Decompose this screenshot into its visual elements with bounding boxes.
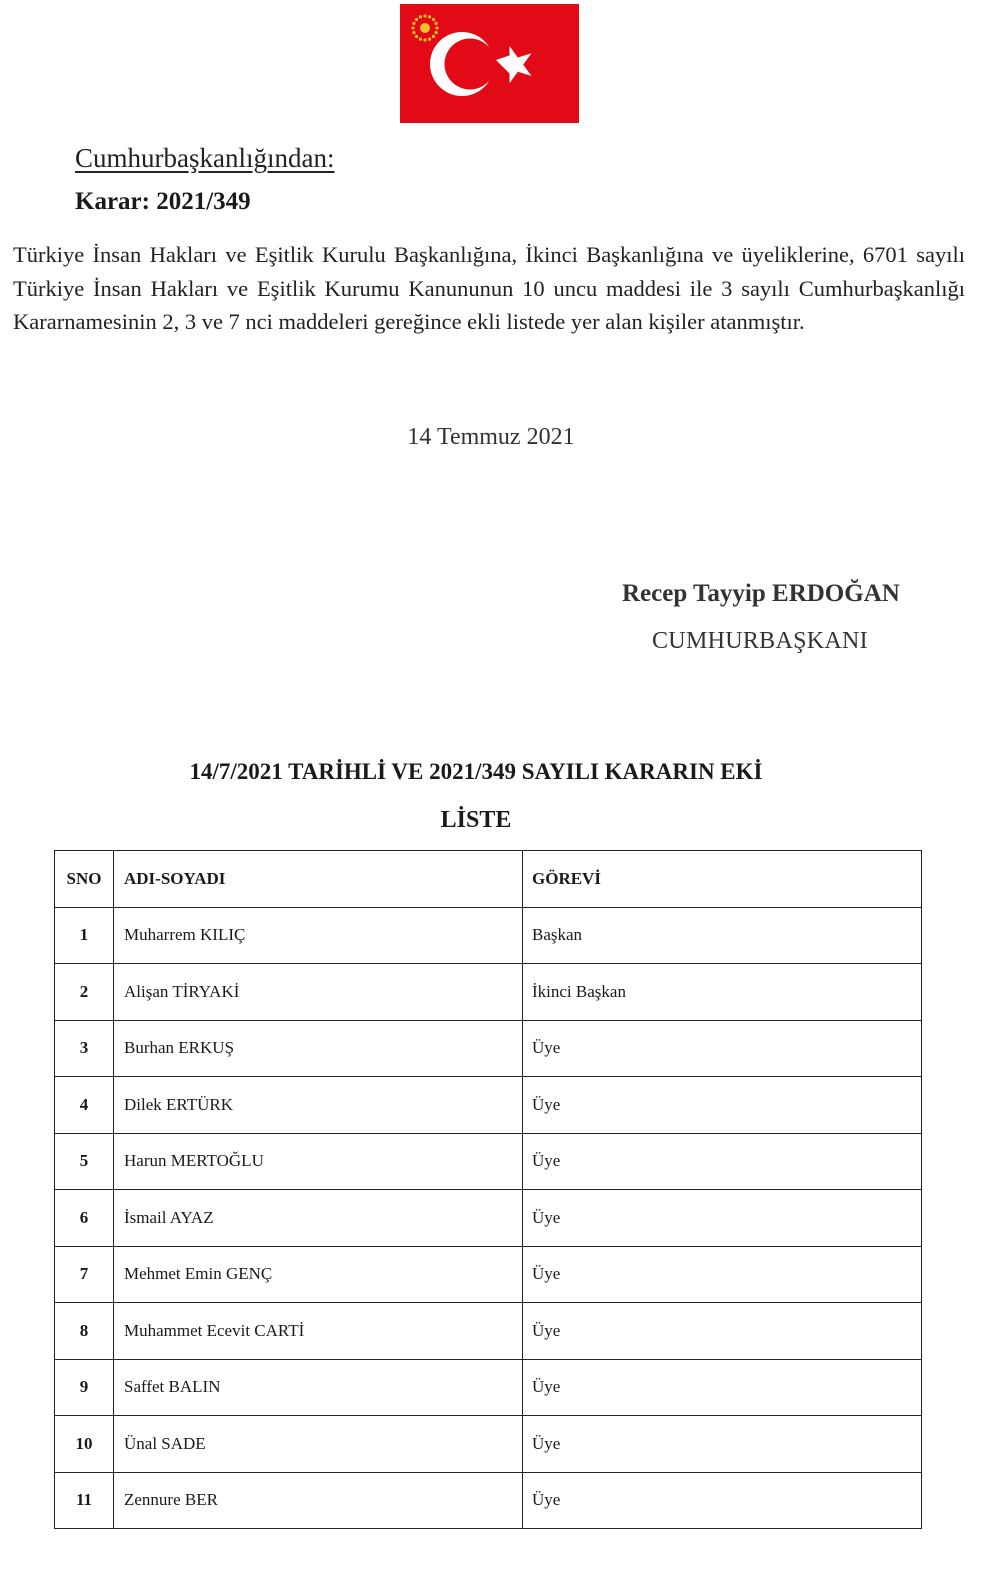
table-row [55, 964, 922, 1021]
row-sno: 3 [55, 1020, 114, 1077]
row-sno: 6 [55, 1190, 114, 1247]
row-role: Üye [523, 1246, 922, 1303]
table-row [55, 1190, 922, 1247]
seal-star-dot [428, 37, 431, 40]
appointee-table [54, 850, 922, 1529]
row-sno: 5 [55, 1133, 114, 1190]
row-name: Saffet BALIN [114, 1359, 523, 1416]
row-name: Zennure BER [114, 1472, 523, 1529]
decision-date: 14 Temmuz 2021 [407, 424, 575, 450]
table-row [55, 1303, 922, 1360]
table-row [55, 1472, 922, 1529]
seal-star-dot [423, 14, 426, 17]
row-name: İsmail AYAZ [114, 1190, 523, 1247]
table-row [55, 907, 922, 964]
seal-star-dot [435, 26, 438, 29]
row-sno: 7 [55, 1246, 114, 1303]
row-sno: 9 [55, 1359, 114, 1416]
seal-star-dot [428, 15, 431, 18]
table-row [55, 1359, 922, 1416]
row-name: Ünal SADE [114, 1416, 523, 1473]
row-role: Üye [523, 1359, 922, 1416]
row-sno: 4 [55, 1077, 114, 1134]
row-sno: 11 [55, 1472, 114, 1529]
table-row [55, 1416, 922, 1473]
row-sno: 10 [55, 1416, 114, 1473]
row-role: Üye [523, 1303, 922, 1360]
seal-star-dot [432, 18, 435, 21]
seal-star-dot [415, 35, 418, 38]
signer-title: CUMHURBAŞKANI [652, 628, 868, 654]
seal-star-dot [411, 26, 414, 29]
column-header-name: ADI-SOYADI [114, 851, 523, 908]
seal-star-dot [419, 37, 422, 40]
row-name: Burhan ERKUŞ [114, 1020, 523, 1077]
table-header-row [55, 851, 922, 908]
column-header-sno: SNO [55, 851, 114, 908]
row-name: Muhammet Ecevit CARTİ [114, 1303, 523, 1360]
row-role: Üye [523, 1020, 922, 1077]
row-name: Alişan TİRYAKİ [114, 964, 523, 1021]
row-name: Muharrem KILIÇ [114, 907, 523, 964]
seal-star-dot [419, 15, 422, 18]
row-name: Mehmet Emin GENÇ [114, 1246, 523, 1303]
table-row [55, 1133, 922, 1190]
seal-star-dot [415, 18, 418, 21]
signer-name: Recep Tayyip ERDOĞAN [622, 580, 900, 607]
institution-heading: Cumhurbaşkanlığından: [75, 143, 335, 173]
row-role: Üye [523, 1190, 922, 1247]
row-role: Üye [523, 1416, 922, 1473]
seal-star-dot [432, 35, 435, 38]
row-sno: 2 [55, 964, 114, 1021]
seal-star-dot [423, 38, 426, 41]
row-name: Dilek ERTÜRK [114, 1077, 523, 1134]
presidential-flag-icon [400, 4, 579, 123]
column-header-role: GÖREVİ [523, 851, 922, 908]
seal-star-dot [412, 22, 415, 25]
row-role: Üye [523, 1133, 922, 1190]
crescent-inner [445, 39, 496, 90]
table-row [55, 1077, 922, 1134]
seal-star-dot [434, 31, 437, 34]
seal-star-dot [434, 22, 437, 25]
row-role: İkinci Başkan [523, 964, 922, 1021]
table-row [55, 1020, 922, 1077]
list-title: LİSTE [440, 807, 512, 833]
row-role: Üye [523, 1077, 922, 1134]
table-row [55, 1246, 922, 1303]
annex-title: 14/7/2021 TARİHLİ VE 2021/349 SAYILI KARARIN EKİ [189, 759, 763, 784]
row-name: Harun MERTOĞLU [114, 1133, 523, 1190]
decision-paragraph: Türkiye İnsan Hakları ve Eşitlik Kurulu Başkanlığına, İkinci Başkanlığına ve üyeliklerine, 6701 sayılı Türkiye İnsan Hakları ve Eşitlik Kurumu Kanununun 10 uncu maddesi ile 3 sayılı Cumhurbaşkanlığı Kararnamesinin 2, 3 ve 7 nci maddeleri gereğince ekli listede yer alan kişiler atanmıştır. [13, 242, 965, 334]
row-sno: 8 [55, 1303, 114, 1360]
row-sno: 1 [55, 907, 114, 964]
seal-star-dot [412, 31, 415, 34]
row-role: Başkan [523, 907, 922, 964]
decision-number: Karar: 2021/349 [75, 188, 251, 215]
row-role: Üye [523, 1472, 922, 1529]
